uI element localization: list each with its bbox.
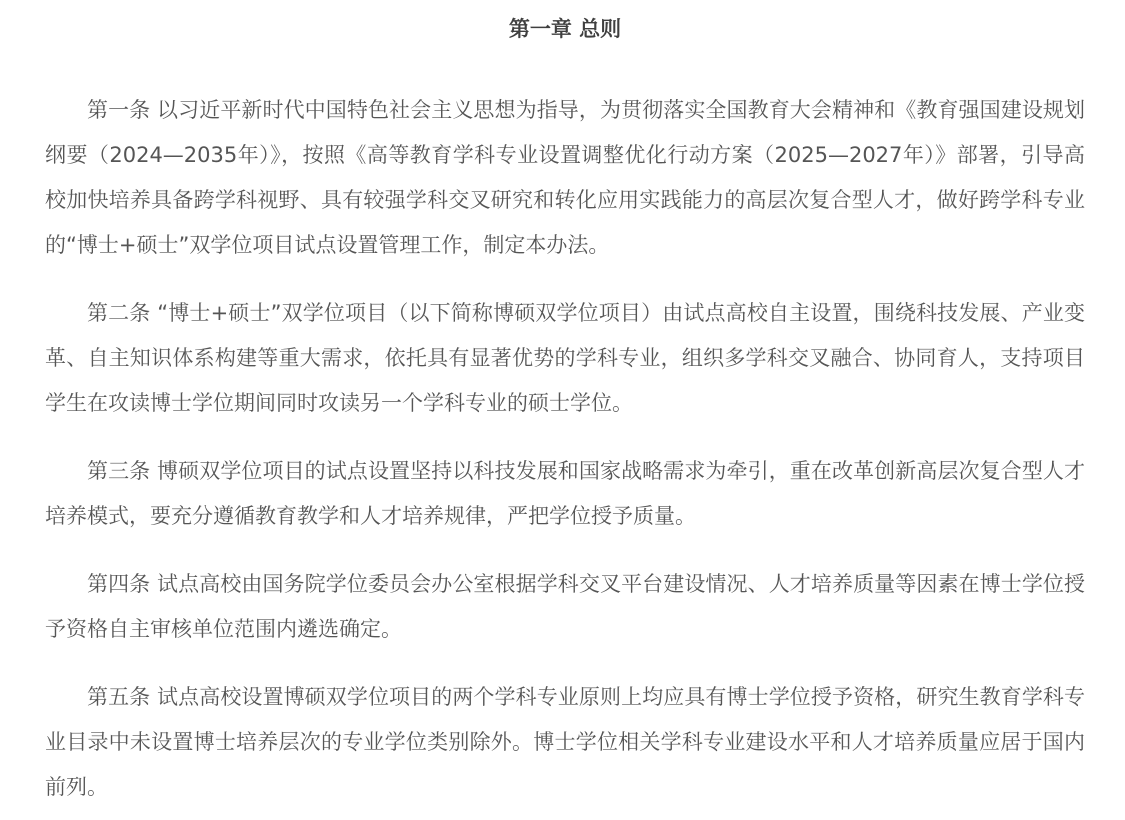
article-4-paragraph: 第四条 试点高校由国务院学位委员会办公室根据学科交叉平台建设情况、人才培养质量等因素在博士学位授予资格自主审核单位范围内遴选确定。 (45, 572, 1085, 641)
article-1-paragraph: 第一条 以习近平新时代中国特色社会主义思想为指导，为贯彻落实全国教育大会精神和《教育强国建设规划纲要（2024—2035年）》，按照《高等教育学科专业设置调整优化行动方案（2025—2027年）》部署，引导高校加快培养具备跨学科视野、具有较强学科交叉研究和转化应用实践能力的高层次复合型人才，做好跨学科专业的“博士+硕士”双学位项目试点设置管理工作，制定本办法。 (45, 98, 1085, 257)
article-2-paragraph: 第二条 “博士+硕士”双学位项目（以下简称博硕双学位项目）由试点高校自主设置，围绕科技发展、产业变革、自主知识体系构建等重大需求，依托具有显著优势的学科专业，组织多学科交叉融合、协同育人，支持项目学生在攻读博士学位期间同时攻读另一个学科专业的硕士学位。 (45, 301, 1085, 415)
article-3-paragraph: 第三条 博硕双学位项目的试点设置坚持以科技发展和国家战略需求为牵引，重在改革创新高层次复合型人才培养模式，要充分遵循教育教学和人才培养规律，严把学位授予质量。 (45, 459, 1085, 528)
article-5-paragraph: 第五条 试点高校设置博硕双学位项目的两个学科专业原则上均应具有博士学位授予资格，研究生教育学科专业目录中未设置博士培养层次的专业学位类别除外。博士学位相关学科专业建设水平和人才培养质量应居于国内前列。 (45, 685, 1085, 799)
chapter-title: 第一章 总则 (508, 17, 622, 41)
